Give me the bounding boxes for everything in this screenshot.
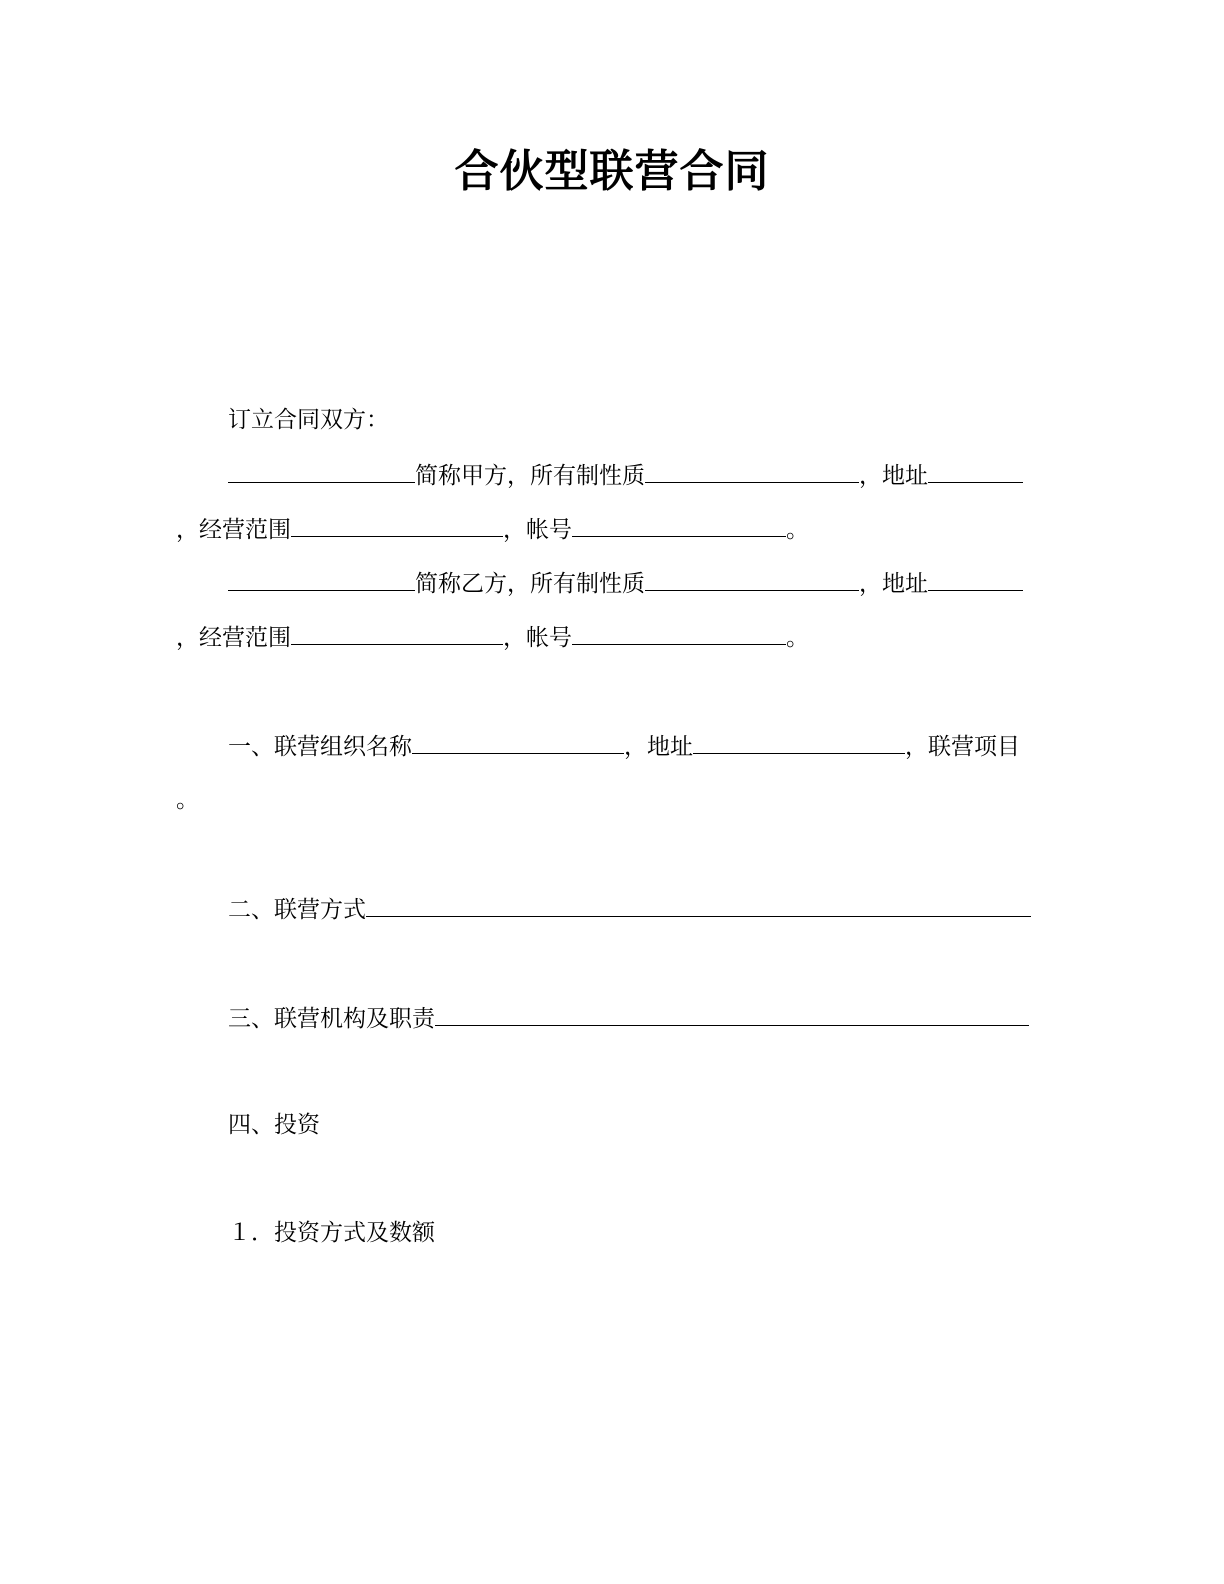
party-b-line-2 — [176, 620, 809, 654]
joint-method-blank[interactable] — [366, 892, 1031, 917]
party-b-short-label: 简称乙方，所有制性质 — [415, 571, 645, 597]
subsection-1-heading: １．投资方式及数额 — [228, 1220, 435, 1246]
intro-line: 订立合同双方： — [228, 407, 389, 433]
party-b-end: 。 — [786, 625, 809, 651]
section-1-end: 。 — [176, 787, 199, 813]
joint-agency-blank[interactable] — [435, 1001, 1029, 1026]
party-a-ownership-blank[interactable] — [645, 458, 859, 483]
joint-org-name-blank[interactable] — [412, 729, 624, 754]
party-a-end: 。 — [786, 517, 809, 543]
party-a-line-2 — [176, 512, 809, 546]
party-a-scope-label: ，经营范围 — [176, 517, 291, 543]
section-1-line — [228, 729, 1020, 763]
joint-org-address-blank[interactable] — [693, 729, 905, 754]
party-a-account-label: ，帐号 — [503, 517, 572, 543]
party-b-account-label: ，帐号 — [503, 625, 572, 651]
party-b-name-blank[interactable] — [228, 566, 415, 591]
party-a-short-label: 简称甲方，所有制性质 — [415, 463, 645, 489]
party-a-address-label: ，地址 — [859, 463, 928, 489]
section-1-label: 一、联营组织名称 — [228, 734, 412, 760]
section-2-line — [228, 892, 1031, 926]
party-a-account-blank[interactable] — [572, 512, 786, 537]
party-b-ownership-blank[interactable] — [645, 566, 859, 591]
party-b-scope-blank[interactable] — [291, 620, 503, 645]
party-b-scope-label: ，经营范围 — [176, 625, 291, 651]
section-2-label: 二、联营方式 — [228, 897, 366, 923]
party-b-address-label: ，地址 — [859, 571, 928, 597]
section-1-address-label: ，地址 — [624, 734, 693, 760]
document-title: 合伙型联营合同 — [454, 146, 770, 197]
party-a-address-blank[interactable] — [928, 458, 1023, 483]
section-4-heading: 四、投资 — [228, 1112, 320, 1138]
party-b-address-blank[interactable] — [928, 566, 1023, 591]
party-a-scope-blank[interactable] — [291, 512, 503, 537]
section-3-line — [228, 1001, 1029, 1035]
section-1-project-label: ，联营项目 — [905, 734, 1020, 760]
party-b-account-blank[interactable] — [572, 620, 786, 645]
party-b-line-1 — [228, 566, 1023, 600]
section-3-label: 三、联营机构及职责 — [228, 1006, 435, 1032]
party-a-line-1 — [228, 458, 1023, 492]
party-a-name-blank[interactable] — [228, 458, 415, 483]
